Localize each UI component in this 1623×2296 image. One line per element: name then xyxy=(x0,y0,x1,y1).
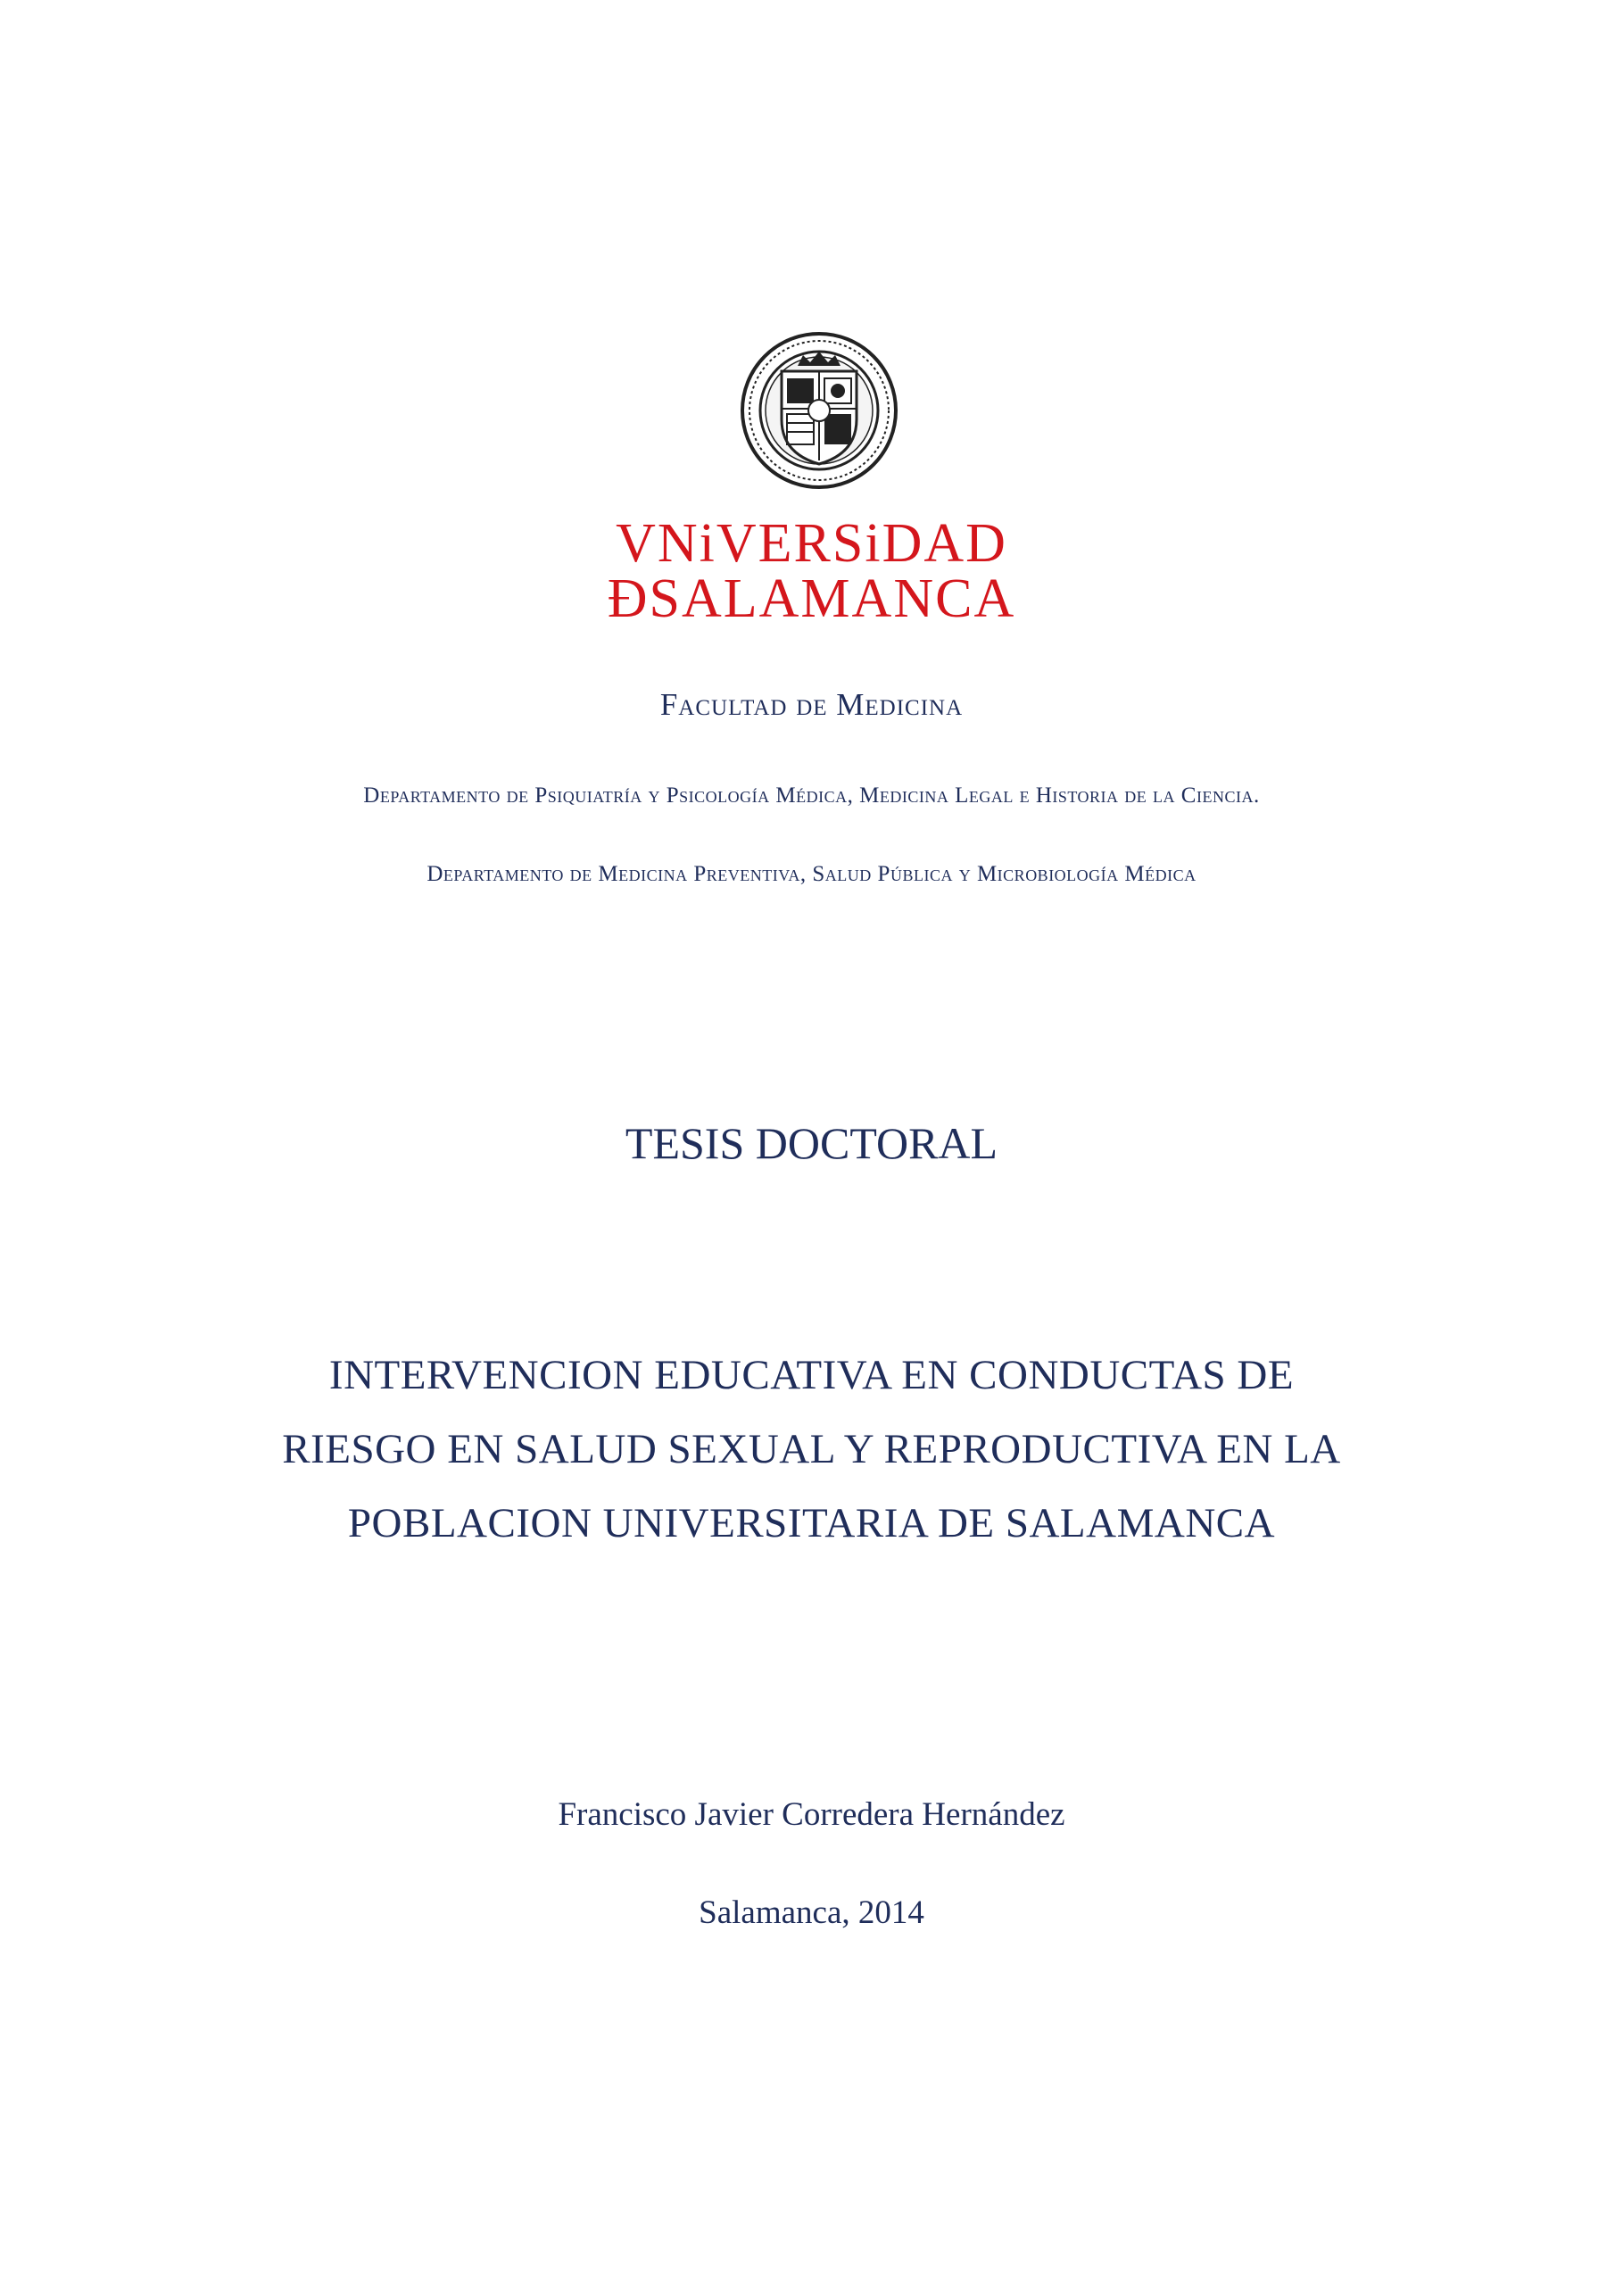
author-name: Francisco Javier Corredera Hernández xyxy=(558,1796,1065,1833)
place-year: Salamanca, 2014 xyxy=(699,1894,924,1931)
thesis-title-line-1: INTERVENCION EDUCATIVA EN CONDUCTAS DE xyxy=(328,1352,1295,1398)
university-seal-icon xyxy=(739,330,899,491)
department-2: Departamento de Medicina Preventiva, Salud Pública y Microbiología Médica xyxy=(426,862,1197,886)
thesis-type: TESIS DOCTORAL xyxy=(625,1118,998,1168)
thesis-title xyxy=(0,1339,1623,1561)
university-logo-line-1: VNiVERSiDAD xyxy=(616,513,1007,574)
thesis-title-line-3: POBLACION UNIVERSITARIA DE SALAMANCA xyxy=(347,1500,1276,1546)
university-logo-line-2: ÐSALAMANCA xyxy=(607,568,1016,629)
department-1: Departamento de Psiquiatría y Psicología Médica, Medicina Legal e Historia de la Ciencia. xyxy=(363,783,1260,808)
thesis-title-line-2: RIESGO EN SALUD SEXUAL Y REPRODUCTIVA EN LA xyxy=(282,1426,1341,1472)
faculty-name: Facultad de Medicina xyxy=(659,687,964,722)
